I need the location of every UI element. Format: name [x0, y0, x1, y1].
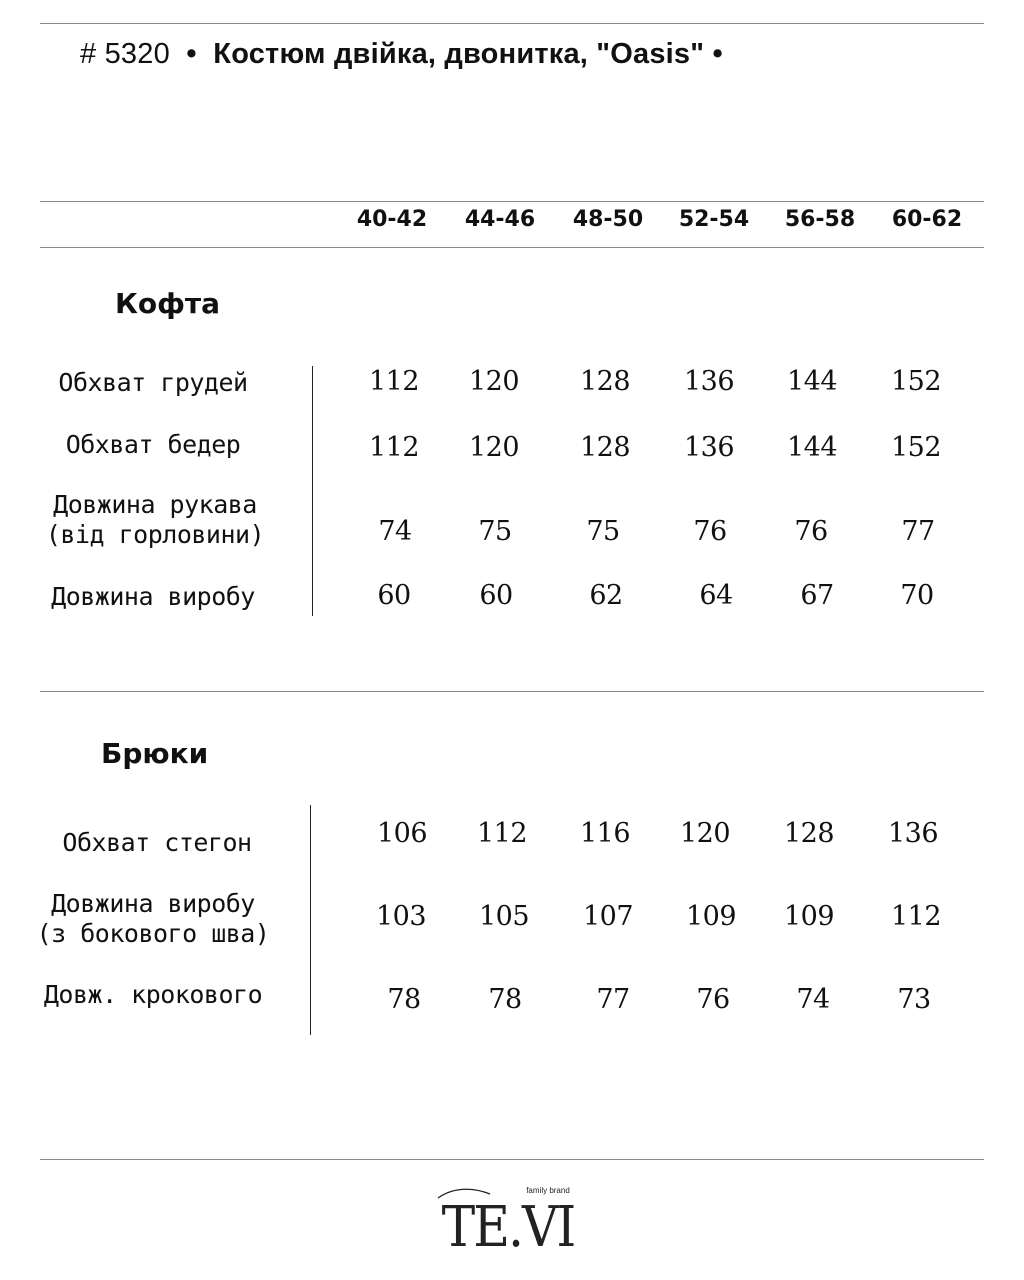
size-header: 56-58 — [784, 207, 856, 232]
cell-value: 60 — [377, 580, 411, 611]
product-name: Костюм двійка, двонитка, "Oasis" • — [213, 38, 723, 70]
article-number: # 5320 — [80, 38, 170, 70]
cell-value: 109 — [685, 901, 737, 932]
cell-value: 70 — [900, 580, 934, 611]
cell-value: 144 — [786, 366, 838, 397]
cell-value: 136 — [683, 432, 735, 463]
brand-logo — [430, 1180, 590, 1260]
size-header: 52-54 — [678, 207, 750, 232]
cell-value: 109 — [783, 901, 835, 932]
cell-value: 136 — [683, 366, 735, 397]
cell-value: 67 — [800, 580, 834, 611]
size-header-bottom-rule — [40, 247, 984, 248]
cell-value: 76 — [696, 984, 730, 1015]
title-bullet: • — [186, 38, 197, 70]
cell-value: 128 — [579, 432, 631, 463]
size-header: 48-50 — [572, 207, 644, 232]
section-title-kofta: Кофта — [115, 287, 221, 320]
size-header: 40-42 — [356, 207, 428, 232]
cell-value: 120 — [468, 366, 520, 397]
cell-value: 78 — [387, 984, 421, 1015]
cell-value: 62 — [589, 580, 623, 611]
row-label: Довжина виробу — [51, 582, 255, 611]
size-header: 60-62 — [891, 207, 963, 232]
brand-tagline: family brand — [526, 1186, 570, 1195]
row-label: Обхват бедер — [65, 430, 241, 459]
brand-logo-text: TE.VI — [441, 1195, 575, 1260]
cell-value: 112 — [476, 818, 528, 849]
cell-value: 77 — [901, 516, 935, 547]
cell-value: 120 — [679, 818, 731, 849]
cell-value: 152 — [890, 432, 942, 463]
bryuky-column-divider — [310, 805, 311, 1035]
cell-value: 76 — [794, 516, 828, 547]
footer-rule — [40, 1159, 984, 1160]
cell-value: 74 — [378, 516, 412, 547]
row-label: Довжина рукава (від горловини) — [45, 490, 265, 549]
top-rule — [40, 23, 984, 24]
cell-value: 78 — [488, 984, 522, 1015]
cell-value: 144 — [786, 432, 838, 463]
page-title — [80, 38, 723, 71]
cell-value: 77 — [596, 984, 630, 1015]
section-title-bryuky: Брюки — [101, 737, 209, 770]
cell-value: 152 — [890, 366, 942, 397]
cell-value: 76 — [693, 516, 727, 547]
cell-value: 64 — [699, 580, 733, 611]
cell-value: 116 — [579, 818, 631, 849]
cell-value: 75 — [586, 516, 620, 547]
cell-value: 105 — [478, 901, 530, 932]
size-header: 44-46 — [464, 207, 536, 232]
cell-value: 128 — [783, 818, 835, 849]
size-header-top-rule — [40, 201, 984, 202]
kofta-column-divider — [312, 366, 313, 616]
cell-value: 107 — [582, 901, 634, 932]
section-divider — [40, 691, 984, 692]
cell-value: 74 — [796, 984, 830, 1015]
cell-value: 60 — [479, 580, 513, 611]
cell-value: 103 — [375, 901, 427, 932]
row-label: Довжина виробу (з бокового шва) — [36, 889, 270, 948]
row-label: Обхват стегон — [62, 828, 252, 857]
cell-value: 120 — [468, 432, 520, 463]
row-label: Обхват грудей — [58, 368, 248, 397]
row-label: Довж. крокового — [43, 980, 263, 1009]
cell-value: 73 — [897, 984, 931, 1015]
cell-value: 128 — [579, 366, 631, 397]
cell-value: 106 — [376, 818, 428, 849]
cell-value: 112 — [368, 366, 420, 397]
cell-value: 75 — [478, 516, 512, 547]
cell-value: 136 — [887, 818, 939, 849]
cell-value: 112 — [890, 901, 942, 932]
cell-value: 112 — [368, 432, 420, 463]
